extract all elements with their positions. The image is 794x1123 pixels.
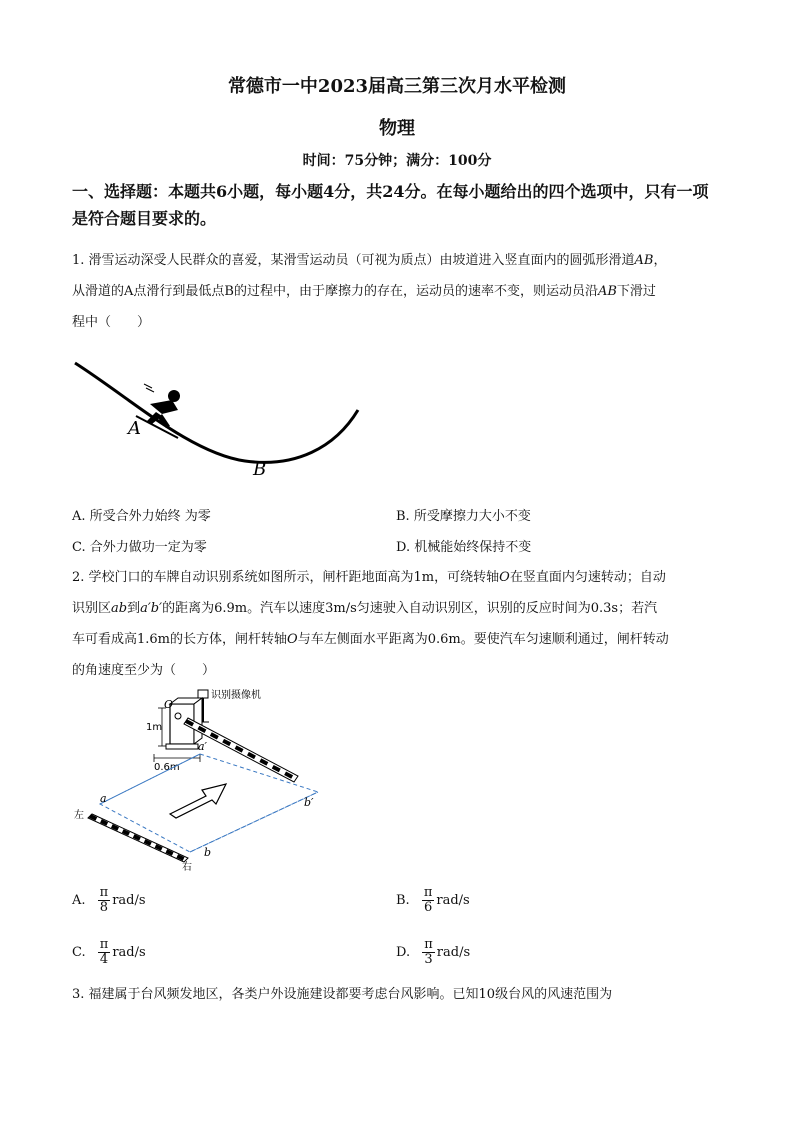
q2-line1: 2. 学校门口的车牌自动识别系统如图所示，闸杆距地面高为1m，可绕转轴O在竖直面内匀速转动；自动 — [72, 570, 666, 585]
q2-line4: 的角速度至少为（ ） — [72, 663, 216, 678]
subject-title: 物理 — [379, 118, 415, 139]
axis-o-label: O — [164, 698, 174, 711]
q2-option-c[interactable]: C. $\frac{\pi}{4}$ rad/s — [72, 937, 146, 967]
section-heading-line2: 是符合题目要求的。 — [72, 209, 217, 228]
question-3-text: 3. 福建属于台风频发地区，各类户外设施建设都要考虑台风影响。已知10级台风的风速范围为 — [72, 987, 613, 1002]
q2-option-b-fraction: $\frac{\pi}{6}$ — [423, 885, 433, 915]
a-label: a — [100, 792, 107, 805]
question-2-text — [72, 562, 732, 686]
arc-track — [75, 363, 358, 462]
b-prime-label: b′ — [304, 796, 314, 809]
exam-info: 时间：75分钟；满分：100分 — [302, 153, 492, 169]
height-dimension-label: 1m — [146, 722, 163, 733]
point-a-label: A — [128, 418, 141, 439]
q2-line3: 车可看成高1.6m的长方体，闸杆转轴O与车左侧面水平距离为0.6m。要使汽车匀速顺利通过，闸杆转动 — [72, 632, 669, 647]
left-label: 左 — [74, 810, 84, 821]
q1-line1: 1. 滑雪运动深受人民群众的喜爱，某滑雪运动员（可视为质点）由坡道进入竖直面内的圆弧形滑道AB， — [72, 253, 667, 268]
right-label: 右 — [182, 862, 192, 871]
camera-label: 识别摄像机 — [211, 690, 261, 701]
ski-slope-figure — [70, 358, 370, 483]
q1-line2: 从滑道的A点滑行到最低点B的过程中，由于摩擦力的存在，运动员的速率不变，则运动员沿AB下滑过 — [72, 284, 656, 299]
distance-dimension-label: 0.6m — [154, 762, 180, 773]
q1-option-a[interactable]: A. 所受合外力始终 为零 — [72, 509, 211, 524]
question-1-text — [72, 245, 732, 338]
q2-option-d[interactable]: D. $\frac{\pi}{3}$ rad/s — [396, 937, 471, 967]
q2-option-d-fraction: $\frac{\pi}{3}$ — [424, 937, 433, 967]
q2-option-b[interactable]: B. $\frac{\pi}{6}$ rad/s — [396, 885, 470, 915]
q2-option-c-fraction: $\frac{\pi}{4}$ — [99, 937, 109, 967]
ground-line — [88, 814, 188, 862]
gate-system-figure — [70, 686, 330, 871]
q2-option-a[interactable]: A. $\frac{\pi}{8}$ rad/s — [72, 885, 146, 915]
b-label: b — [204, 846, 212, 859]
q1-option-b[interactable]: B. 所受摩擦力大小不变 — [396, 509, 531, 524]
section-heading — [72, 178, 732, 232]
a-prime-label: a′ — [198, 740, 208, 753]
q1-option-c[interactable]: C. 合外力做功一定为零 — [72, 540, 207, 555]
q2-option-a-fraction: $\frac{\pi}{8}$ — [99, 885, 109, 915]
page-title: 常德市一中2023届高三第三次月水平检测 — [227, 76, 567, 97]
q1-option-d[interactable]: D. 机械能始终保持不变 — [396, 540, 532, 555]
point-b-label: B — [253, 459, 267, 480]
q2-line2: 识别区ab到a′b′的距离为6.9m。汽车以速度3m/s匀速驶入自动识别区，识别的反应时间为0.3s；若汽 — [72, 601, 658, 616]
section-heading-line1: 一、选择题：本题共6小题，每小题4分，共24分。在每小题给出的四个选项中，只有一项 — [72, 182, 709, 201]
q1-line3: 程中（ ） — [72, 315, 151, 330]
direction-arrow-icon — [170, 784, 226, 818]
